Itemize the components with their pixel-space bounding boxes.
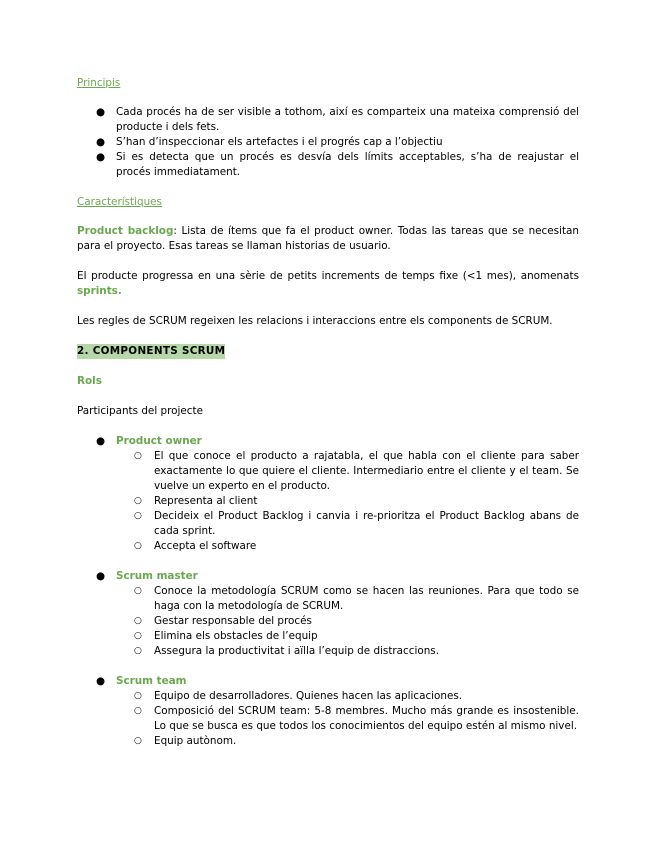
list-item-text: Conoce la metodología SCRUM como se hacen las reuniones. Para que todo se haga con la metodología de SCRUM. xyxy=(154,585,579,612)
list-item-text: Equip autònom. xyxy=(154,735,237,747)
bullet-icon: ● xyxy=(96,435,106,447)
roles-heading: Rols xyxy=(77,375,102,387)
role-scrum-master xyxy=(77,569,579,659)
list-item-text: Equipo de desarrolladores. Quienes hacen las aplicaciones. xyxy=(154,690,463,702)
sprints-paragraph xyxy=(77,269,579,299)
circle-bullet-icon: ○ xyxy=(134,706,142,716)
circle-bullet-icon: ○ xyxy=(134,616,142,626)
role-scrum-team xyxy=(77,674,579,749)
list-item xyxy=(116,734,579,749)
list-item xyxy=(116,629,579,644)
list-item xyxy=(116,539,579,554)
list-item-text: Composició del SCRUM team: 5-8 membres. Mucho más grande es insostenible. Lo que se busca es que todos los conocimientos del equipo estén al mismo nivel. xyxy=(154,705,579,732)
section-title-text: 2. COMPONENTS SCRUM xyxy=(77,345,226,357)
section-title xyxy=(77,344,579,359)
circle-bullet-icon: ○ xyxy=(134,586,142,596)
list-item xyxy=(116,449,579,494)
list-item-text: Decideix el Product Backlog i canvia i re-prioritza el Product Backlog abans de cada sprint. xyxy=(154,510,579,537)
list-item xyxy=(77,105,579,135)
role-points xyxy=(116,449,579,554)
circle-bullet-icon: ○ xyxy=(134,631,142,641)
list-item-text: Si es detecta que un procés es desvía dels límits acceptables, s’ha de reajustar el procés immediatament. xyxy=(116,151,579,178)
bullet-icon: ● xyxy=(96,106,106,118)
role-points xyxy=(116,689,579,749)
circle-bullet-icon: ○ xyxy=(134,646,142,656)
product-backlog-paragraph xyxy=(77,224,579,254)
list-item-text: El que conoce el producto a rajatabla, el que habla con el cliente para saber exactamente lo que quiere el cliente. Intermediario entre el cliente y el team. Se vuelve un experto en el producto. xyxy=(154,450,579,492)
list-item xyxy=(116,689,579,704)
list-item xyxy=(116,704,579,734)
role-name: Product owner xyxy=(116,435,202,447)
circle-bullet-icon: ○ xyxy=(134,511,142,521)
list-item xyxy=(77,135,579,150)
circle-bullet-icon: ○ xyxy=(134,496,142,506)
role-points xyxy=(116,584,579,659)
list-item-text: Representa al client xyxy=(154,495,258,507)
product-backlog-term: Product backlog xyxy=(77,225,174,237)
list-item xyxy=(116,614,579,629)
bullet-icon: ● xyxy=(96,136,106,148)
circle-bullet-icon: ○ xyxy=(134,691,142,701)
role-name: Scrum master xyxy=(116,570,198,582)
list-item xyxy=(116,494,579,509)
bullet-icon: ● xyxy=(96,675,106,687)
role-product-owner xyxy=(77,434,579,554)
characteristics-link[interactable]: Característiques xyxy=(77,196,162,208)
list-item-text: S’han d’inspeccionar els artefactes i el progrés cap a l’objectiu xyxy=(116,136,443,148)
list-item-text: Elimina els obstacles de l’equip xyxy=(154,630,318,642)
principles-list xyxy=(77,105,579,180)
list-item-text: Accepta el software xyxy=(154,540,257,552)
list-item-text: Assegura la productivitat i aïlla l’equip de distraccions. xyxy=(154,645,440,657)
document-page xyxy=(77,76,579,749)
list-item xyxy=(116,644,579,659)
list-item-text: Cada procés ha de ser visible a tothom, així es comparteix una mateixa comprensió del producte i dels fets. xyxy=(116,106,579,133)
circle-bullet-icon: ○ xyxy=(134,451,142,461)
principles-link[interactable]: Principis xyxy=(77,77,121,89)
circle-bullet-icon: ○ xyxy=(134,541,142,551)
sprints-term: sprints. xyxy=(77,285,122,297)
bullet-icon: ● xyxy=(96,151,106,163)
principles-heading[interactable] xyxy=(77,76,579,91)
list-item xyxy=(116,584,579,614)
participants-text: Participants del projecte xyxy=(77,405,203,417)
roles-list xyxy=(77,434,579,749)
circle-bullet-icon: ○ xyxy=(134,736,142,746)
characteristics-heading[interactable] xyxy=(77,195,579,210)
bullet-icon: ● xyxy=(96,570,106,582)
list-item xyxy=(116,509,579,539)
list-item xyxy=(77,150,579,180)
list-item-text: Gestar responsable del procés xyxy=(154,615,312,627)
product-backlog-text: : Lista de ítems que fa el product owner. Todas las tareas que se necesitan para el proyecto. Esas tareas se llaman historias de usuario. xyxy=(77,225,579,252)
role-name: Scrum team xyxy=(116,675,187,687)
rules-paragraph: Les regles de SCRUM regeixen les relacions i interaccions entre els components de SCRUM. xyxy=(77,315,553,327)
sprints-text: El producte progressa en una sèrie de petits increments de temps fixe (<1 mes), anomenats xyxy=(77,270,579,282)
